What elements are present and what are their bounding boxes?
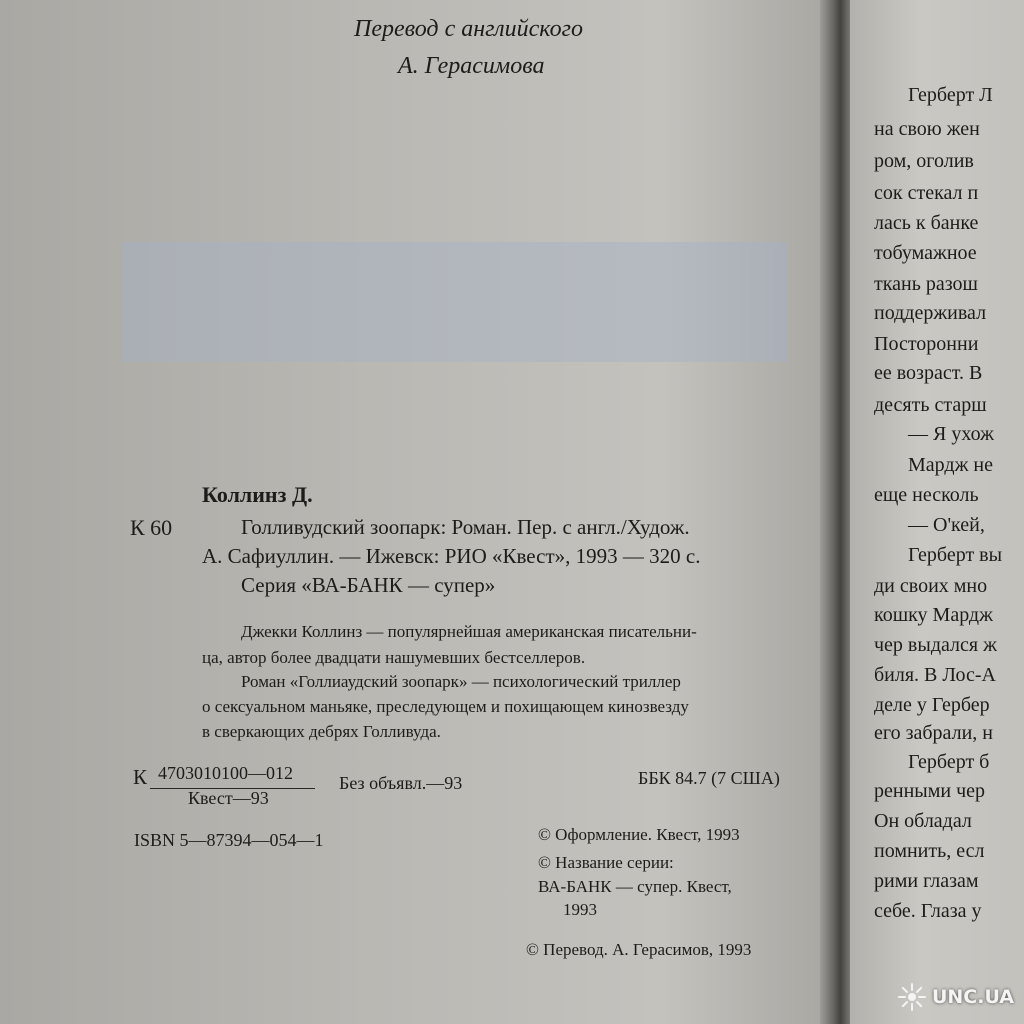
annotation-line-4: о сексуальном маньяке, преследующем и похищающем кинозвезду — [202, 697, 689, 716]
right-line: ренными чер — [874, 780, 986, 802]
right-line: ткань разош — [874, 273, 978, 295]
right-line: поддерживал — [874, 302, 987, 324]
right-line: сок стекал п — [874, 182, 979, 204]
right-line: Герберт вы — [908, 544, 1003, 566]
right-line: десять старш — [874, 394, 987, 416]
isbn: ISBN 5—87394—054—1 — [134, 830, 324, 850]
catalog-k-letter: К — [133, 765, 148, 789]
translator-credit-line1: Перевод с английского — [354, 16, 583, 42]
annotation-line-1: Джекки Коллинз — популярнейшая американская писательни- — [241, 622, 697, 641]
right-line: себе. Глаза у — [874, 900, 982, 922]
right-line: кошку Мардж — [874, 604, 993, 626]
bib-line-2: А. Сафиуллин. — Ижевск: РИО «Квест», 1993 — 320 с. — [202, 544, 701, 568]
right-line: Герберт б — [908, 751, 990, 773]
right-line: Герберт Л — [908, 84, 993, 106]
right-line: биля. В Лос-А — [874, 664, 996, 686]
catalog-numerator: 4703010100—012 — [158, 763, 293, 783]
right-line: еще несколь — [874, 484, 979, 506]
right-line: — О'кей, — [908, 514, 985, 536]
right-line: — Я ухож — [908, 423, 994, 445]
right-line: Посторонни — [874, 333, 979, 355]
right-line: Он обладал — [874, 810, 972, 832]
right-line: ром, оголив — [874, 150, 974, 172]
right-line: лась к банке — [874, 212, 979, 234]
bib-line-3: Серия «ВА-БАНК — супер» — [241, 573, 496, 597]
right-line: его забрали, н — [874, 722, 993, 744]
book-gutter — [820, 0, 854, 1024]
catalog-denominator: Квест—93 — [188, 788, 269, 808]
bib-line-1: Голливудский зоопарк: Роман. Пер. с англ./Худож. — [241, 515, 690, 539]
index-code: К 60 — [130, 515, 173, 540]
bbk-code: ББК 84.7 (7 США) — [638, 768, 780, 788]
annotation-line-2: ца, автор более двадцати нашумевших бестселлеров. — [202, 648, 586, 667]
copyright-line-4: 1993 — [563, 900, 597, 919]
sunburst-logo-icon — [897, 982, 927, 1012]
right-line: на свою жен — [874, 118, 980, 140]
right-line: деле у Гербер — [874, 694, 990, 716]
right-line: чер выдался ж — [874, 634, 997, 656]
copyright-line-1: © Оформление. Квест, 1993 — [538, 825, 740, 844]
author-heading: Коллинз Д. — [202, 482, 313, 507]
right-line: помнить, есл — [874, 840, 985, 862]
copyright-line-3: ВА-БАНК — супер. Квест, — [538, 877, 732, 896]
copyright-line-5: © Перевод. А. Герасимов, 1993 — [526, 940, 752, 959]
translator-credit-line2: А. Герасимова — [398, 53, 545, 79]
right-line: тобумажное — [874, 242, 977, 264]
catalog-announcement: Без объявл.—93 — [339, 773, 463, 793]
copyright-line-2: © Название серии: — [538, 853, 674, 872]
right-line: ее возраст. В — [874, 362, 983, 384]
right-page — [850, 0, 1024, 1024]
annotation-line-3: Роман «Голлиаудский зоопарк» — психологический триллер — [241, 672, 681, 691]
annotation-line-5: в сверкающих дебрях Голливуда. — [202, 722, 441, 741]
right-line: Мардж не — [908, 454, 993, 476]
site-watermark — [897, 982, 1014, 1012]
right-line: ди своих мно — [874, 575, 988, 597]
right-line: рими глазам — [874, 870, 979, 892]
bleed-through-stain — [122, 242, 787, 362]
watermark-text: UNC.UA — [931, 986, 1014, 1008]
